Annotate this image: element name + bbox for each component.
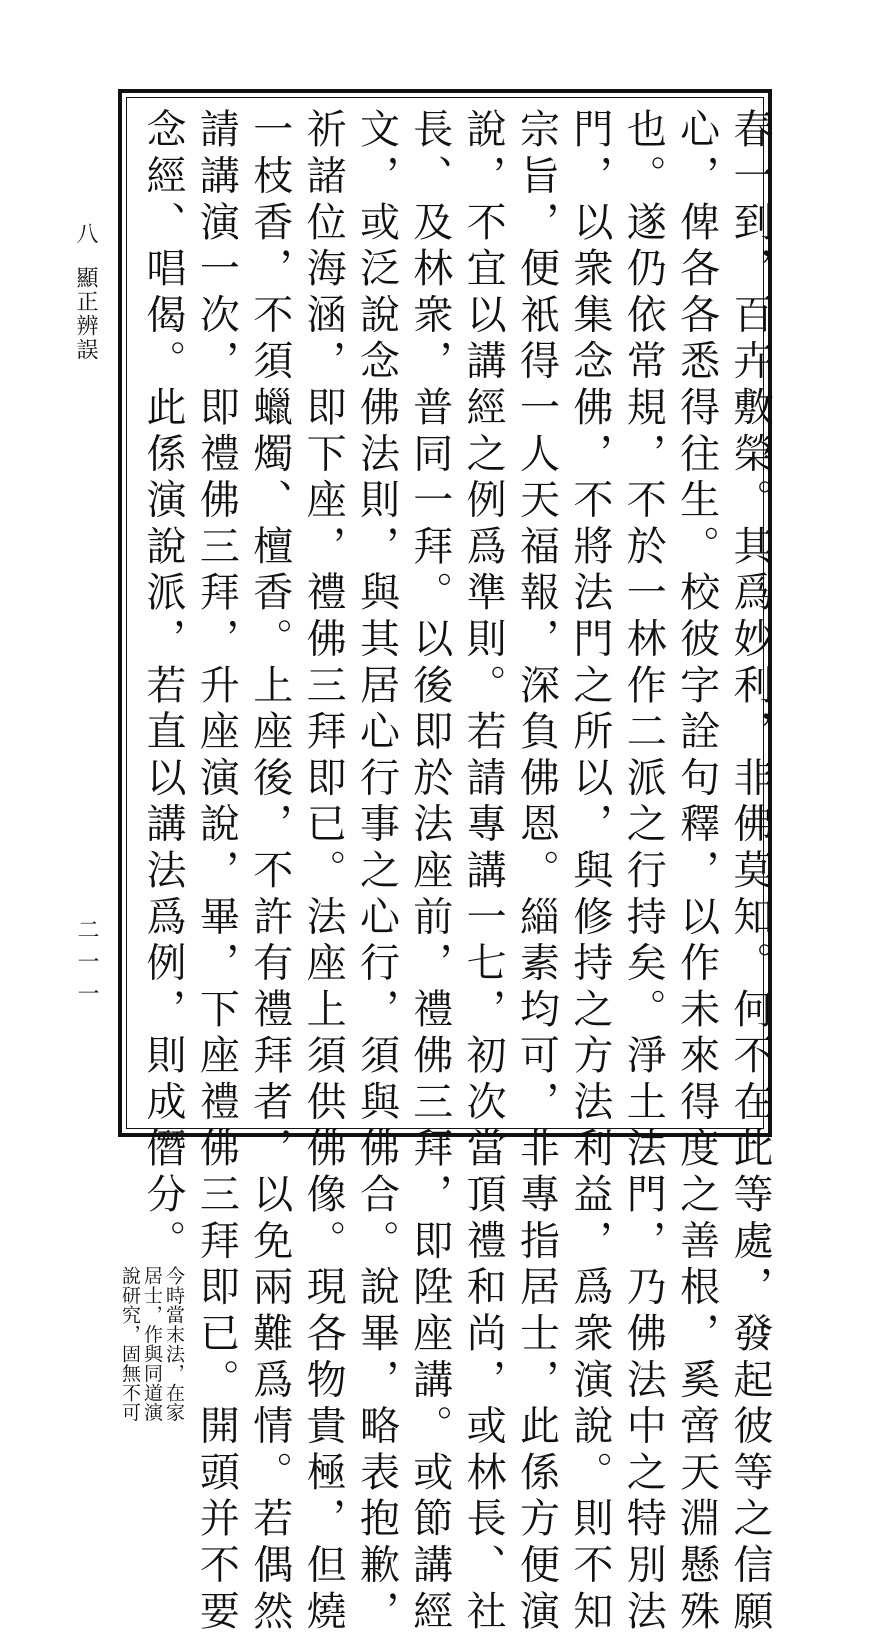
section-number: 八 <box>73 222 98 246</box>
text-column-6: 說，不宜以講經之例爲準則。若請專講一七，初次當頂禮和尚，或林長、社 <box>460 108 507 1636</box>
text-column-5: 宗旨，便衹得一人天福報，深負佛恩。緇素均可，非專指居士，此係方便演 <box>513 108 560 1636</box>
text-column-12-main: 念經、唱偈。此係演說派，若直以講法爲例，則成僭分。 <box>140 108 186 1266</box>
page-number: 二一一 <box>74 918 99 1014</box>
text-column-7: 長、及林衆，普同一拜。以後即於法座前，禮佛三拜，即陞座講。或節講經 <box>406 108 453 1636</box>
text-column-4: 門，以衆集念佛，不將法門之所以，與修持之方法利益，爲衆演說。則不知 <box>566 108 613 1636</box>
text-column-3: 也。遂仍依常規，不於一林作二派之行持矣。淨土法門，乃佛法中之特別法 <box>620 108 667 1636</box>
running-header <box>70 222 100 362</box>
text-column-2: 心，俾各各悉得往生。校彼字詮句釋，以作未來得度之善根，奚啻天淵懸殊 <box>673 108 720 1636</box>
text-column-1: 春一到，百卉敷榮。其爲妙利，非佛莫知。何不在此等處，發起彼等之信願 <box>726 108 773 1636</box>
text-column-12 <box>119 108 186 1422</box>
interlinear-note: 今時當末法，在家居士，作與同道演說研究，固無不可 <box>119 1265 185 1422</box>
text-column-11: 請講演一次，即禮佛三拜，升座演說，畢，下座禮佛三拜即已。開頭并不要 <box>193 108 240 1636</box>
section-title: 顯正辨誤 <box>73 266 98 362</box>
main-text <box>119 108 773 1636</box>
text-column-8: 文，或泛說念佛法則，與其居心行事之心行，須與佛合。說畢，略表抱歉， <box>353 108 400 1636</box>
text-column-10: 一枝香，不須蠟燭、檀香。上座後，不許有禮拜者，以免兩難爲情。若偶然 <box>246 108 293 1636</box>
text-column-9: 祈諸位海涵，即下座，禮佛三拜即已。法座上須供佛像。現各物貴極，但燒 <box>300 108 347 1636</box>
